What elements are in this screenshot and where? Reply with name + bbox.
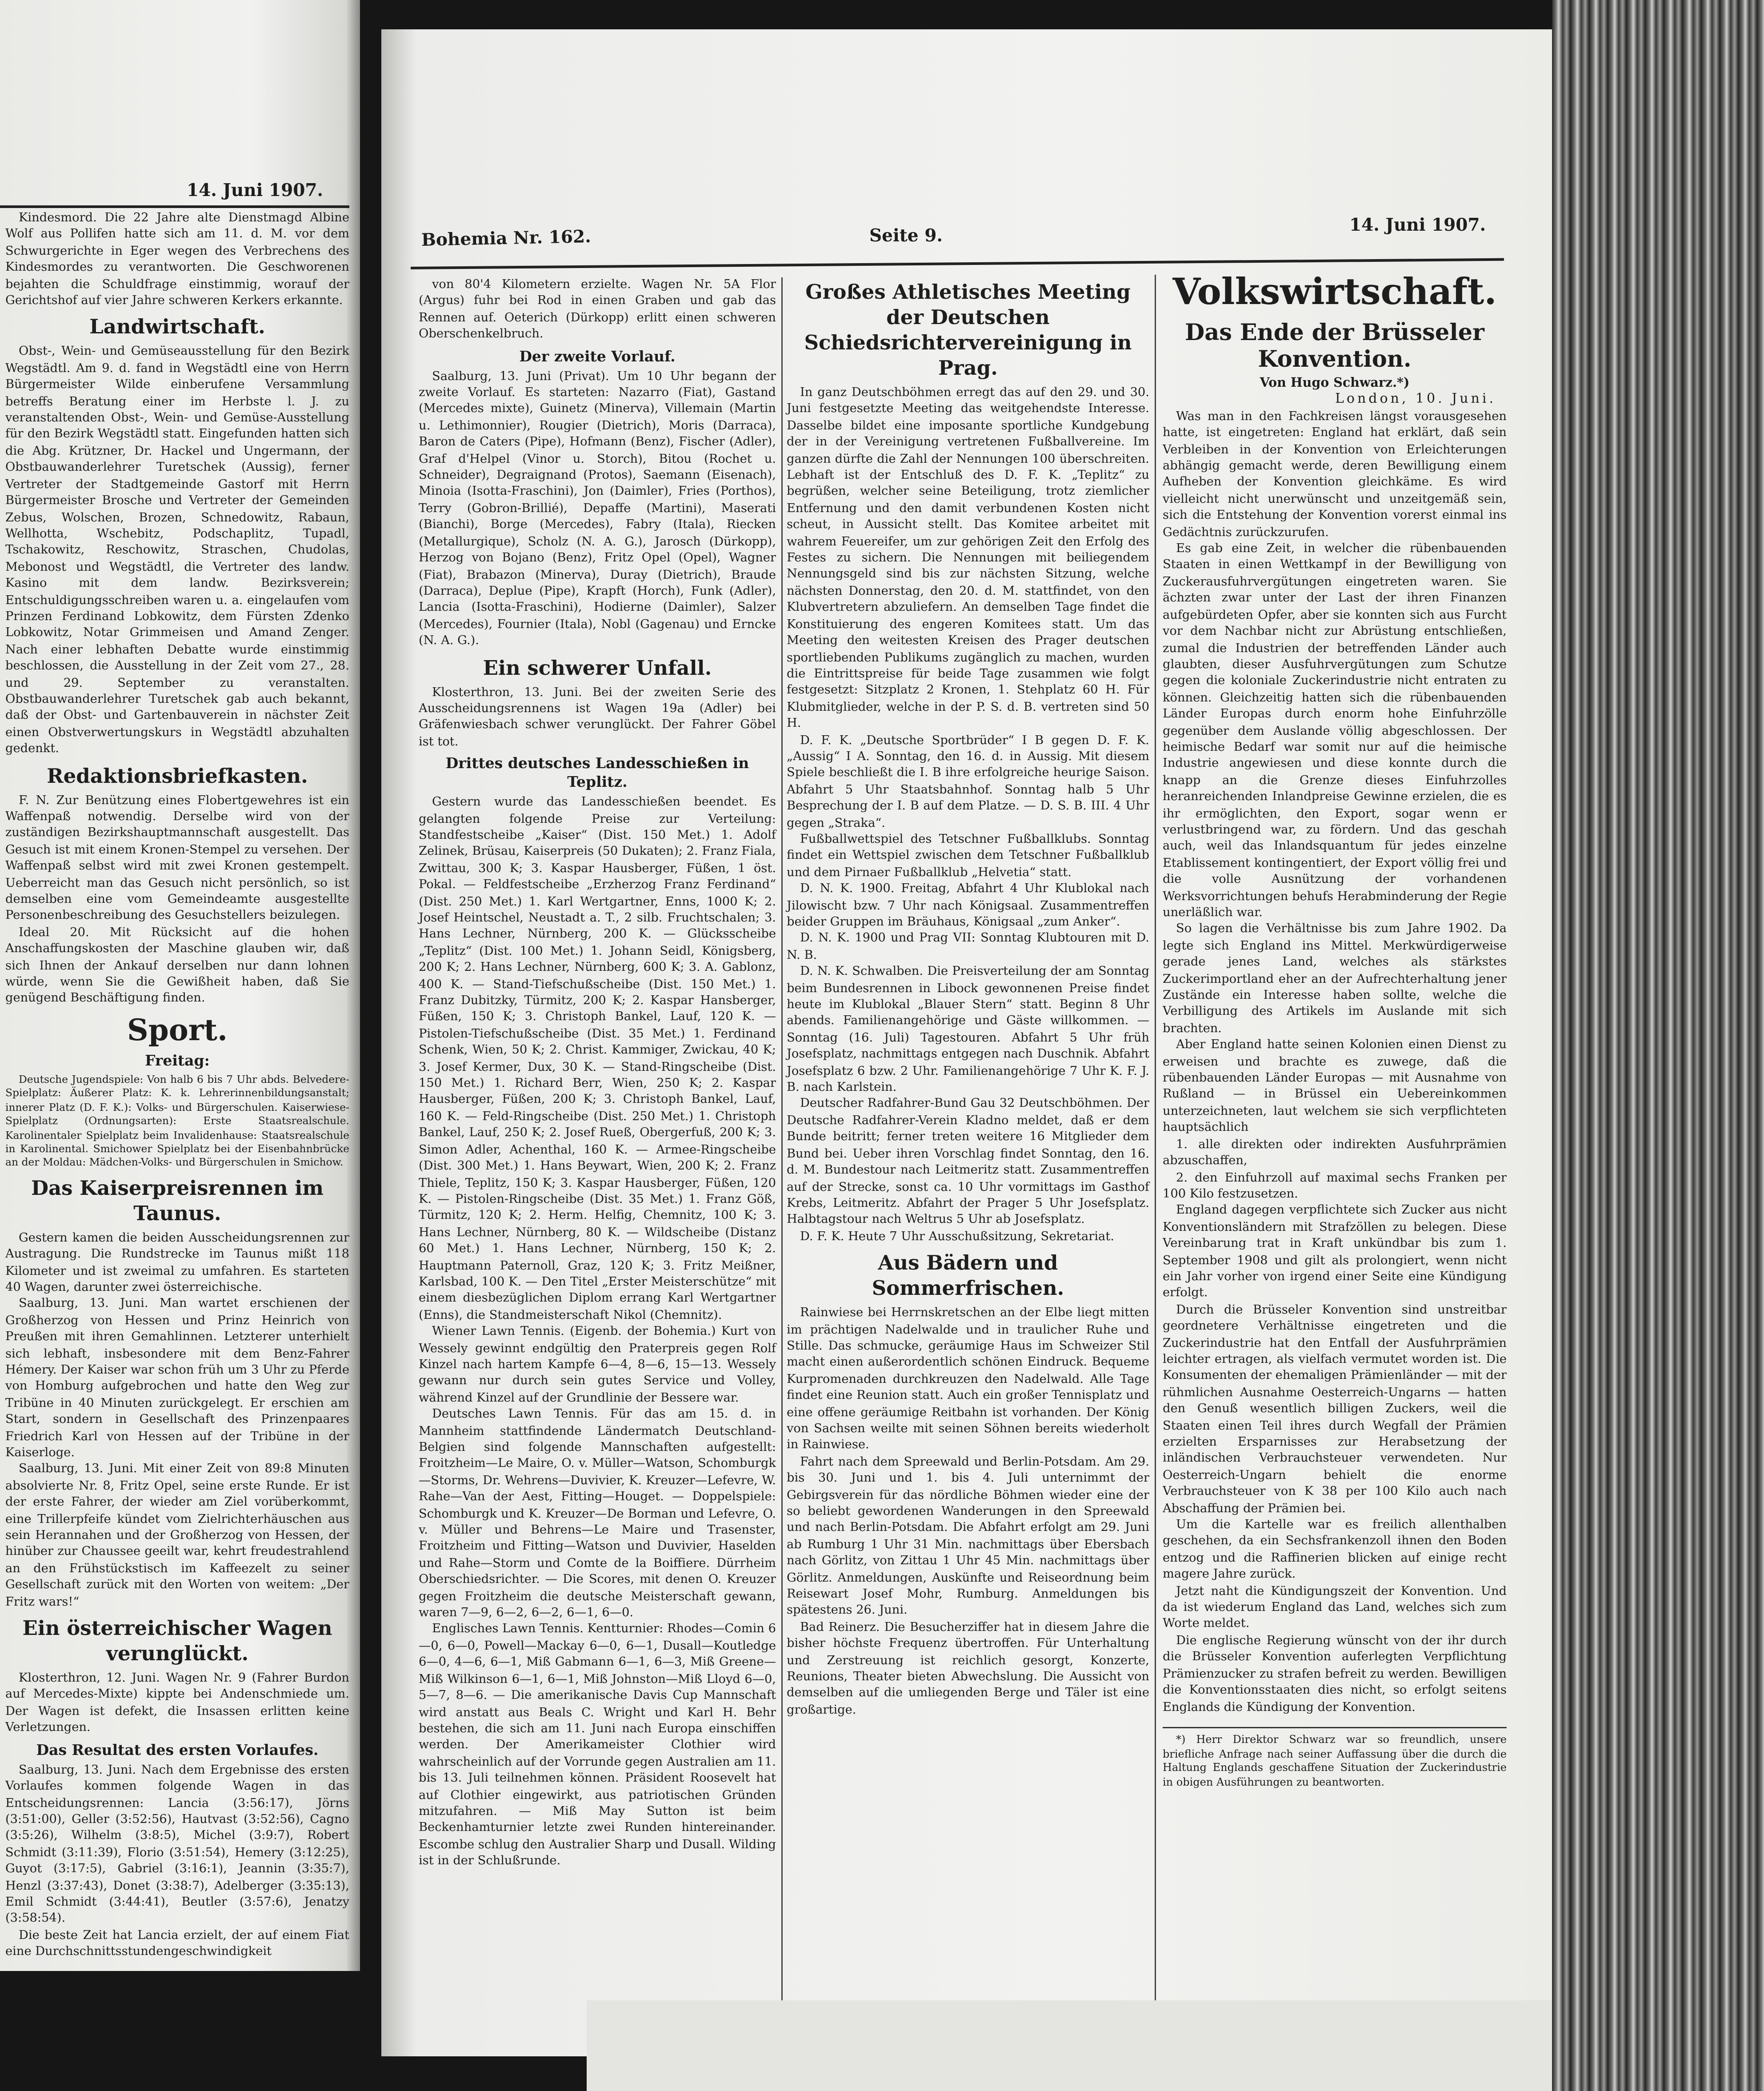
column-divider xyxy=(1155,275,1156,2008)
paragraph: Saalburg, 13. Juni. Nach dem Ergebnisse des ersten Vorlaufes kommen folgende Wagen in das Entscheidungsrennen: Lancia (3:56:17), Jörns (3:51:00), Geller (3:52:56), Hautvast (3:52:56), Cagno (3:5:26), Wilhelm (3:8:5), Michel (3:9:7), Robert Schmidt (3:11:39), Florio (3:51:54), Hemery (3:12:25), Guyot (3:17:5), Gabriel (3:16:1), Jeannin (3:35:7), Henzl (3:37:43), Donet (3:38:7), Adelberger (3:35:13), Emil Schmidt (3:44:41), Beutler (3:57:6), Jenatzy (3:58:54). xyxy=(5,1764,349,1927)
paragraph: Aber England hatte seinen Kolonien einen Dienst zu erweisen und brachte es zuwege, daß die rübenbauenden Länder Europas — mit Ausnahme von Rußland — in Brüssel ein Uebereinkommen unterzeichneten, laut welchem sie sich verpflichteten hauptsächlich xyxy=(1163,1039,1507,1135)
footnote: *) Herr Direktor Schwarz war so freundlich, unsere briefliche Anfrage nach seiner Auffassung über die durch die Haltung Englands geschaffene Situation der Zuckerindustrie in obigen Ausführungen zu beantworten. xyxy=(1163,1727,1507,1790)
article-heading: Das Resultat des ersten Vorlaufes. xyxy=(36,1741,319,1759)
paragraph: D. N. K. 1900. Freitag, Abfahrt 4 Uhr Klublokal nach Jilowischt bzw. 7 Uhr nach Königsaal. Zusammentreffen beider Gruppen im Bräuhaus, Königsaal „zum Anker“. xyxy=(787,883,1149,929)
paragraph: 1. alle direkten oder indirekten Ausfuhrprämien abzuschaffen, xyxy=(1163,1138,1507,1169)
paragraph: Klosterthron, 12. Juni. Wagen Nr. 9 (Fahrer Burdon auf Mercedes-Mixte) kippte bei Andenschmiede um. Der Wagen ist defekt, die Insassen erlitten keine Verletzungen. xyxy=(5,1672,349,1735)
article-heading: Drittes deutsches Landesschießen in Teplitz. xyxy=(445,755,749,791)
paragraph: Die beste Zeit hat Lancia erzielt, der auf einem Fiat eine Durchschnittsstundengeschwindigkeit xyxy=(5,1929,349,1959)
section-heading: Landwirtschaft. xyxy=(89,315,265,340)
paragraph: Englisches Lawn Tennis. Kentturnier: Rhodes—Comin 6—0, 6—0, Powell—Mackay 6—0, 6—1, Dusall—Koutledge 6—0, 4—6, 6—1, Miß Gabmann 6—1, 6—3, Miß Greene—Miß Wilkinson 6—1, 6—1, Miß Johnston—Miß Lloyd 6—0, 5—7, 8—6. — Die amerikanische Davis Cup Mannschaft wird anstatt aus Beals C. Wright und Karl H. Behr bestehen, die sich am 11. Juni nach Europa einschiffen werden. Der Amerikameister Clothier wird wahrscheinlich auf der Vorrunde gegen Australien am 11. bis 13. Juli teilnehmen können. Präsident Roosevelt hat auf Clothier eingewirkt, aus patriotischen Gründen mitzufahren. — Miß May Sutton ist beim Beckenhamturnier letzte zwei Runden hintereinander. Escombe schlug den Australier Sharp und Dusall. Wilding ist in der Schlußrunde. xyxy=(419,1623,776,1869)
paragraph: England dagegen verpflichtete sich Zucker aus nicht Konventionsländern mit Strafzöllen zu belegen. Diese Vereinbarung trat in Kraft unkündbar bis zum 1. September 1908 und gilt als prolongiert, wenn nicht ein Jahr vorher von irgend einer Seite eine Kündigung erfolgt. xyxy=(1163,1204,1507,1301)
paragraph: von 80'4 Kilometern erzielte. Wagen Nr. 5A Flor (Argus) fuhr bei Rod in einen Graben und gab das Rennen auf. Oeterich (Dürkopp) erlitt einen schweren Oberschenkelbruch. xyxy=(419,279,776,342)
byline: Von Hugo Schwarz.*) xyxy=(1260,376,1410,391)
left-page-column xyxy=(5,211,349,1959)
paragraph: Um die Kartelle war es freilich allenthalben geschehen, da ein Sechsfrankenzoll ihnen den Boden entzog und die Raffinerien blicken auf einige recht magere Jahre zurück. xyxy=(1163,1519,1507,1582)
paragraph: Durch die Brüsseler Konvention sind unstreitbar geordnetere Verhältnisse eingetreten und die Zuckerindustrie hat den Entfall der Ausfuhrprämien leichter ertragen, als vielfach vermutet worden ist. Die Konsumenten der ehemaligen Prämienländer — mit der rühmlichen Ausnahme Oesterreich-Ungarns — hatten den Genuß wesentlich billigen Zuckers, weil die Staaten einen Teil ihres durch Wegfall der Prämien erzielten Ersparnisses zur Herabsetzung der inländischen Verbrauchsteuer verwendeten. Nur Oesterreich-Ungarn behielt die enorme Verbrauchsteuer von K 38 per 100 Kilo auch nach Abschaffung der Prämien bei. xyxy=(1163,1304,1507,1516)
paragraph: Deutsches Lawn Tennis. Für das am 15. d. in Mannheim stattfindende Ländermatch Deutschland-Belgien sind folgende Mannschaften aufgestellt: Froitzheim—Le Maire, O. v. Müller—Watson, Schomburgk—Storms, Dr. Wehrens—Duvivier, K. Kreuzer—Lefevre, W. Rahe—Van der Aest, Fitting—Houget. — Doppelspiele: Schomburgk und K. Kreuzer—De Borman und Lefevre, O. v. Müller und Behrens—Le Maire und Trasenster, Froitzheim und Fitting—Watson und Duvivier, Haselden und Rahe—Storm und Comte de la Boiffiere. Dürrheim Oberschiedsrichter. — Die Scores, mit denen O. Kreuzer gegen Froitzheim die deutsche Meisterschaft gewann, waren 7—9, 6—2, 6—2, 6—1, 6—0. xyxy=(419,1408,776,1621)
column-divider xyxy=(781,277,783,2011)
paragraph: Kindesmord. Die 22 Jahre alte Dienstmagd Albine Wolf aus Pollifen hatte sich am 11. d. M. vor dem Schwurgerichte in Eger wegen des Verbrechens des Kindesmordes zu verantworten. Die Geschworenen bejahten die Schuldfrage einstimmig, worauf der Gerichtshof auf vier Jahre schweren Kerkers erkannte. xyxy=(5,212,349,308)
paragraph: Rainwiese bei Herrnskretschen an der Elbe liegt mitten im prächtigen Nadelwalde und in traulicher Ruhe und Stille. Das schmucke, geräumige Haus im Schweizer Stil macht einen außerordentlich schönen Eindruck. Bequeme Kurpromenaden durchkreuzen den Nadelwald. Alle Tage findet eine Reunion statt. Auch ein großer Tennisplatz und eine offene geräumige Reitbahn ist vorhanden. Der König von Sachsen weilte mit seinen Söhnen bereits wiederholt in Rainwiese. xyxy=(787,1307,1149,1453)
column-volkswirtschaft xyxy=(1163,269,1507,2024)
section-heading: Aus Bädern und Sommerfrischen. xyxy=(872,1251,1064,1301)
left-page-date: 14. Juni 1907. xyxy=(187,181,324,201)
paragraph: Saalburg, 13. Juni. Mit einer Zeit von 89:8 Minuten absolvierte Nr. 8, Fritz Opel, seine erste Runde. Er ist der erste Fahrer, der wieder am Ziel vorüberkommt, eine Trillerpfeife kündet vom Zielrichterhäuschen aus sein Herannahen und der Großherzog von Hessen, der hinüber zur Chaussee geeilt war, kehrt freudestrahlend an den Frühstückstisch im Kaffeezelt zu seiner Gesellschaft zurück mit den Worten von weitem: „Der Fritz wars!“ xyxy=(5,1463,349,1609)
section-heading: Volkswirtschaft. xyxy=(1172,272,1497,313)
paragraph: Die englische Regierung wünscht von der ihr durch die Brüsseler Konvention auferlegten Verpflichtung Prämienzucker zu strafen befreit zu werden. Bewilligen die Konventionsstaaten dies nicht, so erfolgt seitens Englands die Kündigung der Konvention. xyxy=(1163,1634,1507,1714)
issue-date: 14. Juni 1907. xyxy=(1349,216,1486,236)
article-heading: Freitag: xyxy=(145,1052,210,1070)
column-sport-baeder xyxy=(787,275,1149,2024)
paragraph: D. N. K. Schwalben. Die Preisverteilung der am Sonntag beim Bundesrennen in Libock gewonnenen Preise findet heute im Klublokal „Blauer Stern“ statt. Beginn 8 Uhr abends. Familienangehörige und Gäste willkommen. — Sonntag (16. Juli) Tagestouren. Abfahrt 5 Uhr früh Josefsplatz, nachmittags entgegen nach Duschnik. Abfahrt Josefsplatz 6 bzw. 2 Uhr. Familienangehörige 7 Uhr K. F. J. B. nach Karlstein. xyxy=(787,965,1149,1095)
paragraph: 2. den Einfuhrzoll auf maximal sechs Franken per 100 Kilo festzusetzen. xyxy=(1163,1171,1507,1202)
paragraph: So lagen die Verhältnisse bis zum Jahre 1902. Da legte sich England ins Mittel. Merkwürdigerweise gerade jenes Land, welches als stärkstes Zuckerimportland eher an der Aufrechterhaltung jener Zustände ein Interesse haben sollte, welche die Verbilligung des Artikels im Auslande mit sich brachten. xyxy=(1163,923,1507,1036)
section-heading: Das Kaiserpreisrennen im Taunus. xyxy=(31,1176,324,1226)
paragraph: Deutsche Jugendspiele: Von halb 6 bis 7 Uhr abds. Belvedere-Spielplatz: Äußerer Platz: K. k. Lehrerinnenbildungsanstalt; innerer Platz (D. F. K.): Volks- und Bürgerschulen. Kaiserwiese-Spielplatz (Ordnungsarten): Erste Staatsrealschule. Karolinentaler Spielplatz beim Invalidenhause: Staatsrealschule in Karolinental. Smichower Spielplatz bei der Eisenbahnbrücke an der Moldau: Mädchen-Volks- und Bürgerschulen in Smichow. xyxy=(5,1073,349,1169)
paragraph: Klosterthron, 13. Juni. Bei der zweiten Serie des Ausscheidungsrennens ist Wagen 19a (Adler) bei Gräfenwiesbach schwer verunglückt. Der Fahrer Göbel ist tot. xyxy=(419,686,776,749)
paragraph: Was man in den Fachkreisen längst vorausgesehen hatte, ist eingetreten: England hat erklärt, daß sein Verbleiben in der Konvention von Erleichterungen abhängig gemacht werde, deren Bewilligung einem Aufheben der Konvention gleichkäme. Es wird vielleicht nicht unerwünscht und unzeitgemäß sein, sich die Entstehung der Konvention vorerst einmal ins Gedächtnis zurückzurufen. xyxy=(1163,410,1507,540)
paragraph: Gestern kamen die beiden Ausscheidungsrennen zur Austragung. Die Rundstrecke im Taunus mißt 118 Kilometer und ist zweimal zu umfahren. Es starteten 40 Wagen, darunter zwei österreichische. xyxy=(5,1232,349,1295)
right-page xyxy=(381,29,1552,2056)
paragraph: F. N. Zur Benützung eines Flobertgewehres ist ein Waffenpaß notwendig. Derselbe wird von der zuständigen Bezirkshauptmannschaft ausgestellt. Das Gesuch ist mit einem Kronen-Stempel zu versehen. Der Waffenpaß selbst wird mit zwei Kronen gestempelt. Ueberreicht man das Gesuch nicht persönlich, so ist demselben eine vom Gemeindeamte ausgestellte Personenbeschreibung des Gesuchstellers beizulegen. xyxy=(5,794,349,924)
paragraph: Deutscher Radfahrer-Bund Gau 32 Deutschböhmen. Der Deutsche Radfahrer-Verein Kladno meldet, daß er dem Bunde beitritt; ferner treten weitere 16 Mitglieder dem Bund bei. Ueber ihren Vorschlag findet Sonntag, den 16. d. M. Bundestour nach Leitmeritz statt. Zusammentreffen auf der Strecke, sonst ca. 10 Uhr vormittags im Gasthof Krebs, Leitmeritz. Abfahrt der Prager 5 Uhr Josefsplatz. Halbtagstour nach Weltrus 5 Uhr ab Josefsplatz. xyxy=(787,1098,1149,1227)
header-rule xyxy=(0,205,349,208)
paragraph: D. F. K. Heute 7 Uhr Ausschußsitzung, Sekretariat. xyxy=(800,1230,1114,1244)
section-heading: Ein schwerer Unfall. xyxy=(483,655,712,680)
paragraph: Wiener Lawn Tennis. (Eigenb. der Bohemia.) Kurt von Wessely gewinnt endgültig den Praterpreis gegen Rolf Kinzel nach hartem Kampfe 6—4, 8—6, 15—13. Wessely gewann nur durch sein gutes Service und Volley, während Kinzel auf der Grundlinie der Bessere war. xyxy=(419,1326,776,1406)
paragraph: Bad Reinerz. Die Besucherziffer hat in diesem Jahre die bisher höchste Frequenz übertroffen. Für Unterhaltung und Zerstreuung ist reichlich gesorgt, Konzerte, Reunions, Theater bieten Abwechslung. Die Aussicht von demselben auf die umliegenden Berge und Täler ist eine großartige. xyxy=(787,1621,1149,1718)
article-title: Das Ende der Brüsseler Konvention. xyxy=(1185,320,1484,373)
section-heading: Großes Athletisches Meeting der Deutschen Schiedsrichtervereinigung in Prag. xyxy=(804,280,1132,380)
section-heading: Redaktionsbriefkasten. xyxy=(47,763,308,788)
page-underneath xyxy=(587,2000,1552,2091)
paragraph: Obst-, Wein- und Gemüseausstellung für den Bezirk Wegstädtl. Am 9. d. fand in Wegstädtl eine von Herrn Bürgermeister Wilde einberufene Versammlung betreffs Beratung einer im Herbste l. J. zu veranstaltenden Obst-, Wein- und Gemüse-Ausstellung für den Bezirk Wegstädtl statt. Eingefunden hatten sich die Abg. Krützner, Dr. Hackel und Ungermann, der Obstbauwanderlehrer Turetschek (Aussig), ferner Vertreter der Stadtgemeinde Gastorf mit Herrn Bürgermeister Brosche und Vertreter der Gemeinden Zebus, Wolschen, Brozen, Schnedowitz, Rabaun, Wellhotta, Wschebitz, Podschaplitz, Tupadl, Tschakowitz, Reschowitz, Straschen, Chudolas, Mebonost und Wegstädtl, die Vertreter des landw. Kasino mit dem landw. Bezirksverein; Entschuldigungsschreiben waren u. a. eingelaufen vom Prinzen Ferdinand Lobkowitz, dem Fürsten Zdenko Lobkowitz, Notar Grimmeisen und Amand Zenger. Nach einer lebhaften Debatte wurde einstimmig beschlossen, die Ausstellung in der Zeit vom 27., 28. und 29. September zu veranstalten. Obstbauwanderlehrer Turetschek gab auch bekannt, daß der Obst- und Gartenbauverein in nächster Zeit einen Obstverwertungskurs in Wegstädtl abzuhalten gedenkt. xyxy=(5,346,349,757)
paragraph: Fahrt nach dem Spreewald und Berlin-Potsdam. Am 29. bis 30. Juni und 1. bis 4. Juli unternimmt der Gebirgsverein für das nördliche Böhmen wieder eine der so beliebt gewordenen Wanderungen in den Spreewald und nach Berlin-Potsdam. Die Abfahrt erfolgt am 29. Juni ab Rumburg 1 Uhr 31 Min. nachmittags über Ebersbach nach Görlitz, von Zittau 1 Uhr 45 Min. nachmittags über Görlitz. Anmeldungen, Auskünfte und Reiseordnung beim Reisewart Josef Mohr, Rumburg. Anmeldungen bis spätestens 26. Juni. xyxy=(787,1456,1149,1618)
paragraph: Ideal 20. Mit Rücksicht auf die hohen Anschaffungskosten der Maschine glauben wir, daß sich Ihnen der Ankauf derselben nur dann lohnen würde, wenn Sie die Gewißheit haben, daß Sie genügend Beschäftigung finden. xyxy=(5,926,349,1006)
section-heading: Ein österreichischer Wagen verunglückt. xyxy=(22,1616,332,1666)
article-heading: Der zweite Vorlauf. xyxy=(519,347,676,365)
paragraph: Es gab eine Zeit, in welcher die rübenbauenden Staaten in einen Wettkampf in der Bewilligung von Zuckerausfuhrvergütungen eingetreten waren. Sie ächzten zwar unter der Last der ihren Finanzen aufgebürdeten Opfer, aber sie konnten sich aus Furcht vor dem Nachbar nicht zur Abrüstung entschließen, zumal die Industrien der betreffenden Länder auch glaubten, dieser Ausfuhrvergütungen zum Schutze gegen die koloniale Zuckerindustrie nicht entraten zu können. Gleichzeitig hatten sich die rübenbauenden Länder Europas durch enorm hohe Einfuhrzölle gegenüber dem Auslande völlig abgeschlossen. Der heimische Bedarf war somit nur auf die heimische Industrie angewiesen und diese konnte durch die knapp an die Grenze dieses Einfuhrzolles heranreichenden Inlandpreise Gewinne erzielen, die es ihr ermöglichten, den Export, sogar wenn er verlustbringend war, zu fördern. Und das geschah auch, weil das Inlandsquantum für jedes einzelne Etablissement kontingentiert, der Export völlig frei und die volle Ausnützung der vorhandenen Werksvorrichtungen behufs Herabminderung der Regie unerläßlich war. xyxy=(1163,543,1507,920)
paragraph: Fußballwettspiel des Tetschner Fußballklubs. Sonntag findet ein Wettspiel zwischen dem Tetschner Fußballklub und dem Pirnaer Fußballklub „Helvetia“ statt. xyxy=(787,833,1149,880)
paragraph: Saalburg, 13. Juni (Privat). Um 10 Uhr begann der zweite Vorlauf. Es starteten: Nazarro (Fiat), Gastand (Mercedes mixte), Guinetz (Minerva), Villemain (Martin u. Lethimonnier), Rougier (Dietrich), Moris (Darraca), Baron de Caters (Pipe), Hofmann (Benz), Fischer (Adler), Graf d'Helpel (Vinor u. Storch), Bitou (Rochet u. Schneider), Degraignand (Protos), Saemann (Eisenach), Minoia (Isotta-Fraschini), Jon (Daimler), Fries (Porthos), Terry (Gobron-Brillié), Depaffe (Martini), Maserati (Bianchi), Borge (Mercedes), Fabry (Itala), Riecken (Metallurgique), Scholz (N. A. G.), Jarosch (Dürkopp), Herzog von Bojano (Benz), Fritz Opel (Opel), Wagner (Fiat), Brabazon (Minerva), Duray (Dietrich), Braude (Darraca), Deplue (Pipe), Krapft (Horch), Funk (Adler), Lancia (Isotta-Fraschini), Hodierne (Daimler), Salzer (Mercedes), Fournier (Itala), Nobl (Gagenau) und Erncke (N. A. G.). xyxy=(419,370,776,649)
section-heading: Sport. xyxy=(127,1013,228,1048)
header-rule xyxy=(411,258,1504,269)
book-edge xyxy=(1552,0,1764,2091)
paragraph: Saalburg, 13. Juni. Man wartet erschienen der Großherzog von Hessen und Prinz Heinrich von Preußen mit ihren Gemahlinnen. Letzterer unterhielt sich lebhaft, insbesondere mit dem Benz-Fahrer Hémery. Der Kaiser war schon früh um 3 Uhr zu Pferde von Homburg aufgebrochen und hatte den Weg zur Tribüne in 40 Minuten zurückgelegt. Er erschien am Start, sondern in Gesellschaft des Prinzenpaares Friedrich Karl von Hessen auf der Tribüne in der Kaiserloge. xyxy=(5,1298,349,1460)
paragraph: In ganz Deutschböhmen erregt das auf den 29. und 30. Juni festgesetzte Meeting das weitgehendste Interesse. Dasselbe bildet eine imposante sportliche Kundgebung der in der Vereinigung vertretenen Fußballvereine. Im ganzen dürfte die Zahl der Nennungen 100 überschreiten. Lebhaft ist der Entschluß des D. F. K. „Teplitz“ zu begrüßen, welcher seine Beteiligung, trotz ziemlicher Entfernung und den damit verbundenen Kosten nicht scheut, in Aussicht stellt. Das Komitee arbeitet mit wahrem Feuereifer, um zur gehörigen Zeit den Erfolg des Festes zu sichern. Die Nennungen mit beiliegendem Nennungsgeld sind bis zur nächsten Sitzung, welche nächsten Donnerstag, den 20. d. M. stattfindet, von den Klubvertretern abzuliefern. An demselben Tage findet die Konstituierung des engeren Komitees statt. Um das Meeting den weitesten Kreisen des Prager deutschen sportliebenden Publikums zugänglich zu machen, wurden die Eintrittspreise für beide Tage zusammen wie folgt festgesetzt: Sitzplatz 2 Kronen, 1. Stehplatz 60 H. Für Klubmitglieder, welche in der P. S. d. B. vertreten sind 50 H. xyxy=(787,387,1149,731)
paragraph: D. F. K. „Deutsche Sportbrüder“ I B gegen D. F. K. „Aussig“ I A. Sonntag, den 16. d. in Aussig. Mit diesem Spiele beschließt die I. B ihre erfolgreiche heurige Saison. Abfahrt 5 Uhr Staatsbahnhof. Sonntag halb 5 Uhr Besprechung der I. B auf dem Platze. — D. S. B. III. 4 Uhr gegen „Straka“. xyxy=(787,734,1149,830)
masthead-issue: Bohemia Nr. 162. xyxy=(421,228,592,251)
dateline: London, 10. Juni. xyxy=(1335,393,1496,408)
page-number: Seite 9. xyxy=(869,227,943,247)
paragraph: D. N. K. 1900 und Prag VII: Sonntag Klubtouren mit D. N. B. xyxy=(787,933,1149,963)
paragraph: Jetzt naht die Kündigungszeit der Konvention. Und da ist wiederum England das Land, welches sich zum Worte meldet. xyxy=(1163,1585,1507,1632)
left-page xyxy=(0,0,360,1971)
column-sport-continued xyxy=(419,277,776,2024)
paragraph: Gestern wurde das Landesschießen beendet. Es gelangten folgende Preise zur Verteilung: Standfestscheibe „Kaiser“ (Dist. 150 Met.) 1. Adolf Zelinek, Brüsau, Kaiserpreis (50 Dukaten); 2. Franz Fiala, Zwittau, 300 K; 3. Kaspar Hausberger, Füßen, 1 öst. Pokal. — Feldfestscheibe „Erzherzog Franz Ferdinand“ (Dist. 250 Met.) 1. Karl Wertgartner, Enns, 1000 K; 2. Josef Heintschel, Neustadt a. T., 2 silb. Fruchtschalen; 3. Hans Lechner, Nürnberg, 200 K. — Glücksscheibe „Teplitz“ (Dist. 100 Met.) 1. Johann Seidl, Königsberg, 200 K; 2. Hans Lechner, Nürnberg, 600 K; 3. A. Gablonz, 400 K. — Stand-Tiefschußscheibe (Dist. 150 Met.) 1. Franz Dubitzky, Türmitz, 200 K; 2. Kaspar Hansberger, Füßen, 150 K; 3. Christoph Bankel, Lauf, 120 K. — Pistolen-Tiefschußscheibe (Dist. 35 Met.) 1. Ferdinand Schenk, Wien, 50 K; 2. Christ. Kammiger, Zwickau, 40 K; 3. Josef Kermer, Dux, 30 K. — Stand-Ringscheibe (Dist. 150 Met.) 1. Richard Berr, Wien, 250 K; 2. Kaspar Hausberger, Füßen, 200 K; 3. Christoph Bankel, Lauf, 160 K. — Feld-Ringscheibe (Dist. 250 Met.) 1. Christoph Bankel, Lauf, 250 K; 2. Josef Rueß, Obergerfuß, 200 K; 3. Simon Adler, Achenthal, 160 K. — Armee-Ringscheibe (Dist. 300 Met.) 1. Hans Beywart, Wien, 200 K; 2. Franz Thiele, Teplitz, 150 K; 3. Kaspar Hausberger, Füßen, 120 K. — Pistolen-Ringscheibe (Dist. 35 Met.) 1. Franz Göß, Türmitz, 120 K; 2. Herm. Helfig, Chemnitz, 100 K; 3. Hans Lechner, Nürnberg, 80 K. — Wildscheibe (Distanz 60 Met.) 1. Hans Lechner, Nürnberg, 150 K; 2. Hauptmann Paternoll, Graz, 120 K; 3. Fritz Meißner, Karlsbad, 100 K. — Den Titel „Erster Meisterschütze“ mit einem diesbezüglichen Diplom errang Karl Wertgartner (Enns), die Standmeisterschaft Nikol (Chemnitz). xyxy=(419,796,776,1323)
